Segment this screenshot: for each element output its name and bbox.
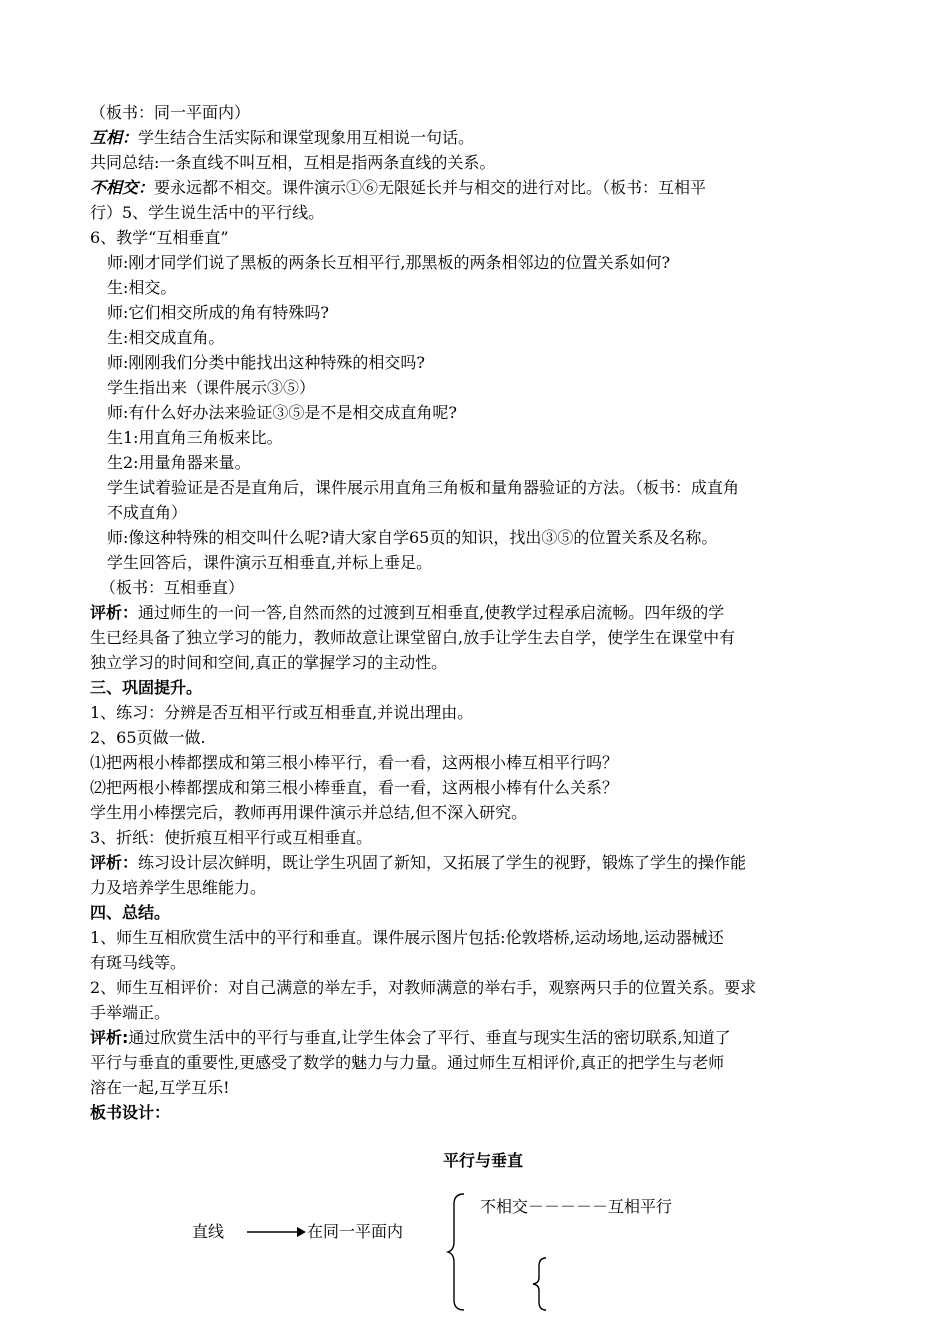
text-line: ⑵把两根小棒都摆成和第三根小棒垂直，看一看，这两根小棒有什么关系？: [90, 778, 619, 797]
section-heading: 四、总结。: [90, 903, 171, 922]
diagram-branch-parallel: 不相交－－－－－互相平行: [480, 1197, 673, 1216]
term-text: 要永远都不相交。课件演示①⑥无限延长并与相交的进行对比。（板书：互相平: [154, 178, 707, 197]
text-line: 溶在一起,互学互乐!: [90, 1078, 230, 1097]
text-line: 行）5、学生说生活中的平行线。: [90, 203, 325, 222]
text-line: （板书：同一平面内）: [90, 103, 251, 122]
text-line: 6、教学“互相垂直”: [90, 228, 229, 247]
text-line: [90, 178, 706, 198]
dialogue-line: 生2:用量角器来量。: [107, 453, 251, 472]
dialogue-line: 不成直角）: [107, 503, 188, 522]
text-line: 有斑马线等。: [90, 953, 187, 972]
diagram-line-label: 直线: [192, 1222, 225, 1241]
dialogue-line: 师:它们相交所成的角有特殊吗?: [107, 303, 329, 322]
comment-text: 通过欣赏生活中的平行与垂直,让学生体会了平行、垂直与现实生活的密切联系,知道了: [128, 1028, 731, 1047]
dialogue-line: 生1:用直角三角板来比。: [107, 428, 283, 447]
term-label: 互相：: [90, 128, 139, 147]
dialogue-line: 师:刚才同学们说了黑板的两条长互相平行,那黑板的两条相邻边的位置关系如何?: [107, 253, 671, 272]
dialogue-line: 学生回答后，课件演示互相垂直,并标上垂足。: [107, 553, 433, 572]
arrow-right-icon: [245, 1224, 307, 1240]
text-line: 共同总结:一条直线不叫互相，互相是指两条直线的关系。: [90, 153, 496, 172]
text-line: 1、师生互相欣赏生活中的平行和垂直。课件展示图片包括:伦敦塔桥,运动场地,运动器械还: [90, 928, 724, 947]
comment-text: 练习设计层次鲜明，既让学生巩固了新知，又拓展了学生的视野，锻炼了学生的操作能: [138, 853, 747, 872]
text-line: 3、折纸：使折痕互相平行或互相垂直。: [90, 828, 373, 847]
term-text: 学生结合生活实际和课堂现象用互相说一句话。: [138, 128, 475, 147]
text-line: [90, 1028, 731, 1048]
text-line: 手举端正。: [90, 1003, 171, 1022]
text-line: [90, 853, 746, 873]
comment-label: 评析：: [90, 603, 139, 622]
diagram-plane-label: 在同一平面内: [307, 1222, 404, 1241]
dialogue-line: 学生试着验证是否是直角后，课件展示用直角三角板和量角器验证的方法。（板书：成直角: [107, 478, 740, 497]
text-line: ⑴把两根小棒都摆成和第三根小棒平行，看一看，这两根小棒互相平行吗？: [90, 753, 619, 772]
text-line: （板书：互相垂直）: [100, 578, 245, 597]
section-heading: 三、巩固提升。: [90, 678, 203, 697]
dialogue-line: 师:有什么好办法来验证③⑤是不是相交成直角呢?: [107, 403, 457, 422]
text-line: 学生用小棒摆完后，教师再用课件演示并总结,但不深入研究。: [90, 803, 528, 822]
text-line: 1、练习：分辨是否互相平行或互相垂直,并说出理由。: [90, 703, 474, 722]
dialogue-line: 师:刚刚我们分类中能找出这种特殊的相交吗?: [107, 353, 425, 372]
section-heading: 板书设计：: [90, 1103, 171, 1122]
dialogue-line: 生:相交。: [107, 278, 177, 297]
comment-label: 评析：: [90, 853, 139, 872]
text-line: 平行与垂直的重要性,更感受了数学的魅力与力量。通过师生互相评价,真正的把学生与老师: [90, 1053, 725, 1072]
left-brace-icon: [530, 1256, 552, 1312]
left-brace-icon: [446, 1192, 470, 1312]
dialogue-line: 学生指出来（课件展示③⑤）: [107, 378, 316, 397]
comment-label: 评析:: [90, 1028, 129, 1047]
text-line: 独立学习的时间和空间,真正的掌握学习的主动性。: [90, 653, 448, 672]
text-line: 力及培养学生思维能力。: [90, 878, 267, 897]
term-label: 不相交：: [90, 178, 155, 197]
diagram-title: 平行与垂直: [443, 1151, 524, 1170]
text-line: [90, 128, 474, 148]
text-line: 2、65页做一做.: [90, 728, 206, 747]
text-line: 2、师生互相评价：对自己满意的举左手，对教师满意的举右手，观察两只手的位置关系。要求: [90, 978, 757, 997]
text-line: [90, 603, 724, 623]
dialogue-line: 师:像这种特殊的相交叫什么呢?请大家自学65页的知识，找出③⑤的位置关系及名称。: [107, 528, 718, 547]
dialogue-line: 生:相交成直角。: [107, 328, 225, 347]
text-line: 生已经具备了独立学习的能力，教师故意让课堂留白,放手让学生去自学，使学生在课堂中有: [90, 628, 736, 647]
comment-text: 通过师生的一问一答,自然而然的过渡到互相垂直,使教学过程承启流畅。四年级的学: [138, 603, 725, 622]
